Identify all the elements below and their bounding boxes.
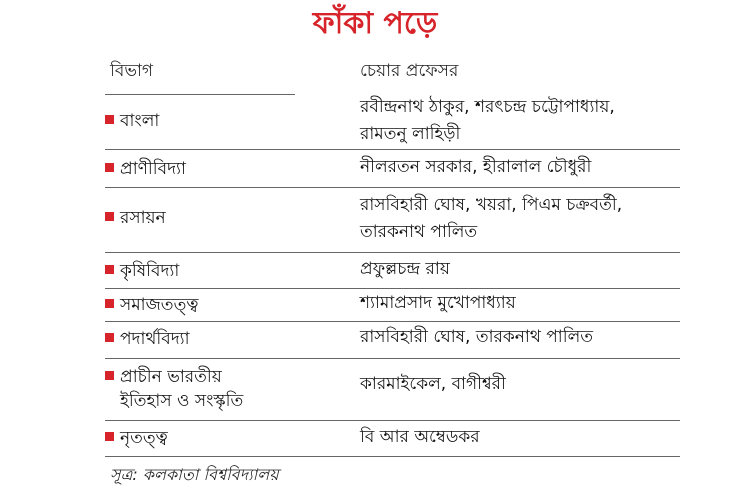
department-label: নৃতত্ত্ব bbox=[120, 428, 168, 448]
department-line: ইতিহাস ও সংস্কৃতি bbox=[120, 391, 244, 411]
red-square-bullet-icon bbox=[105, 265, 114, 274]
column-header-chair-professor: চেয়ার প্রফেসর bbox=[360, 61, 459, 81]
chair-line: রবীন্দ্রনাথ ঠাকুর, শরৎচন্দ্র চট্টোপাধ্যায়, bbox=[360, 97, 615, 117]
red-square-bullet-icon bbox=[105, 163, 114, 172]
red-square-bullet-icon bbox=[105, 212, 114, 221]
table-row bbox=[105, 358, 680, 420]
chair-line: বি আর অম্বেডকর bbox=[360, 427, 480, 447]
red-square-bullet-icon bbox=[105, 115, 114, 124]
table-header bbox=[110, 58, 680, 86]
department-cell bbox=[105, 365, 345, 413]
row-divider bbox=[105, 456, 680, 457]
department-label bbox=[120, 365, 243, 413]
department-label: রসায়ন bbox=[120, 208, 166, 228]
department-cell bbox=[105, 426, 345, 450]
chair-line: নীলরতন সরকার, হীরালাল চৌধুরী bbox=[360, 157, 592, 177]
table-row bbox=[105, 150, 680, 190]
chair-cell bbox=[360, 256, 680, 283]
department-cell bbox=[105, 109, 345, 133]
chair-line: শ্যামাপ্রসাদ মুখোপাধ্যায় bbox=[360, 293, 516, 313]
column-header-department: বিভাগ bbox=[110, 61, 154, 81]
chair-line: প্রফুল্লচন্দ্র রায় bbox=[360, 259, 450, 279]
department-label: প্রাণীবিদ্যা bbox=[120, 159, 186, 179]
department-line: প্রাচীন ভারতীয় bbox=[120, 367, 222, 387]
department-label: সমাজতত্ত্ব bbox=[120, 295, 199, 315]
table-row bbox=[105, 288, 680, 322]
department-label: বাংলা bbox=[120, 111, 160, 131]
row-divider bbox=[105, 187, 680, 188]
department-cell bbox=[105, 206, 345, 230]
red-square-bullet-icon bbox=[105, 371, 114, 380]
table-row bbox=[105, 321, 680, 358]
department-cell bbox=[105, 259, 345, 283]
chair-cell bbox=[360, 324, 680, 351]
table-row bbox=[105, 190, 680, 252]
chair-cell bbox=[360, 154, 680, 181]
source-note: সূত্র: কলকাতা বিশ্ববিদ্যালয় bbox=[110, 465, 279, 484]
chair-line: রাসবিহারী ঘোষ, তারকনাথ পালিত bbox=[360, 327, 593, 347]
department-label: কৃষিবিদ্যা bbox=[120, 261, 180, 281]
department-cell bbox=[105, 293, 345, 317]
table-row bbox=[105, 420, 680, 456]
red-square-bullet-icon bbox=[105, 299, 114, 308]
chair-cell bbox=[360, 94, 680, 148]
chair-line: রামতনু লাহিড়ী bbox=[360, 124, 461, 144]
red-square-bullet-icon bbox=[105, 432, 114, 441]
chair-line: রাসবিহারী ঘোষ, খয়রা, পিএম চক্রবর্তী, bbox=[360, 195, 623, 215]
chair-cell bbox=[360, 371, 680, 398]
chair-line: কারমাইকেল, বাগীশ্বরী bbox=[360, 374, 506, 394]
chair-cell bbox=[360, 424, 680, 451]
department-cell bbox=[105, 327, 345, 351]
chair-line: তারকনাথ পালিত bbox=[360, 222, 478, 242]
page-title: ফাঁকা পড়ে bbox=[312, 6, 438, 41]
red-square-bullet-icon bbox=[105, 333, 114, 342]
department-label: পদার্থবিদ্যা bbox=[120, 329, 190, 349]
department-cell bbox=[105, 157, 345, 181]
chair-cell bbox=[360, 290, 680, 317]
table-row bbox=[105, 252, 680, 288]
table-row bbox=[105, 95, 680, 145]
chair-cell bbox=[360, 192, 680, 246]
